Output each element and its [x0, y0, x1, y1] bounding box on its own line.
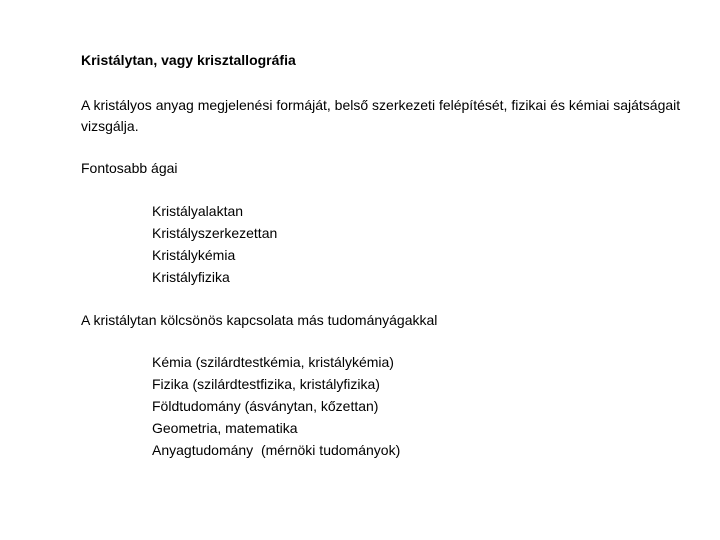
- document-title: Kristálytan, vagy krisztallográfia: [81, 52, 296, 68]
- list-item: Fizika (szilárdtestfizika, kristályfizika): [152, 376, 380, 392]
- relations-heading: A kristálytan kölcsönös kapcsolata más tudományágakkal: [81, 312, 438, 328]
- branches-heading: Fontosabb ágai: [81, 160, 178, 176]
- relations-list: [152, 351, 400, 461]
- list-item: Anyagtudomány (mérnöki tudományok): [152, 442, 401, 458]
- list-item: Kristálykémia: [152, 247, 236, 263]
- intro-paragraph: A kristályos anyag megjelenési formáját, belső szerkezeti felépítését, fizikai és kémiai sajátságait vizsgálja.: [81, 97, 681, 134]
- branches-list: [152, 200, 277, 288]
- list-item: Kristályalaktan: [152, 203, 244, 219]
- list-item: Kristályszerkezettan: [152, 225, 278, 241]
- list-item: Geometria, matematika: [152, 420, 298, 436]
- list-item: Földtudomány (ásványtan, kőzettan): [152, 398, 379, 414]
- list-item: Kémia (szilárdtestkémia, kristálykémia): [152, 354, 394, 370]
- list-item: Kristályfizika: [152, 269, 230, 285]
